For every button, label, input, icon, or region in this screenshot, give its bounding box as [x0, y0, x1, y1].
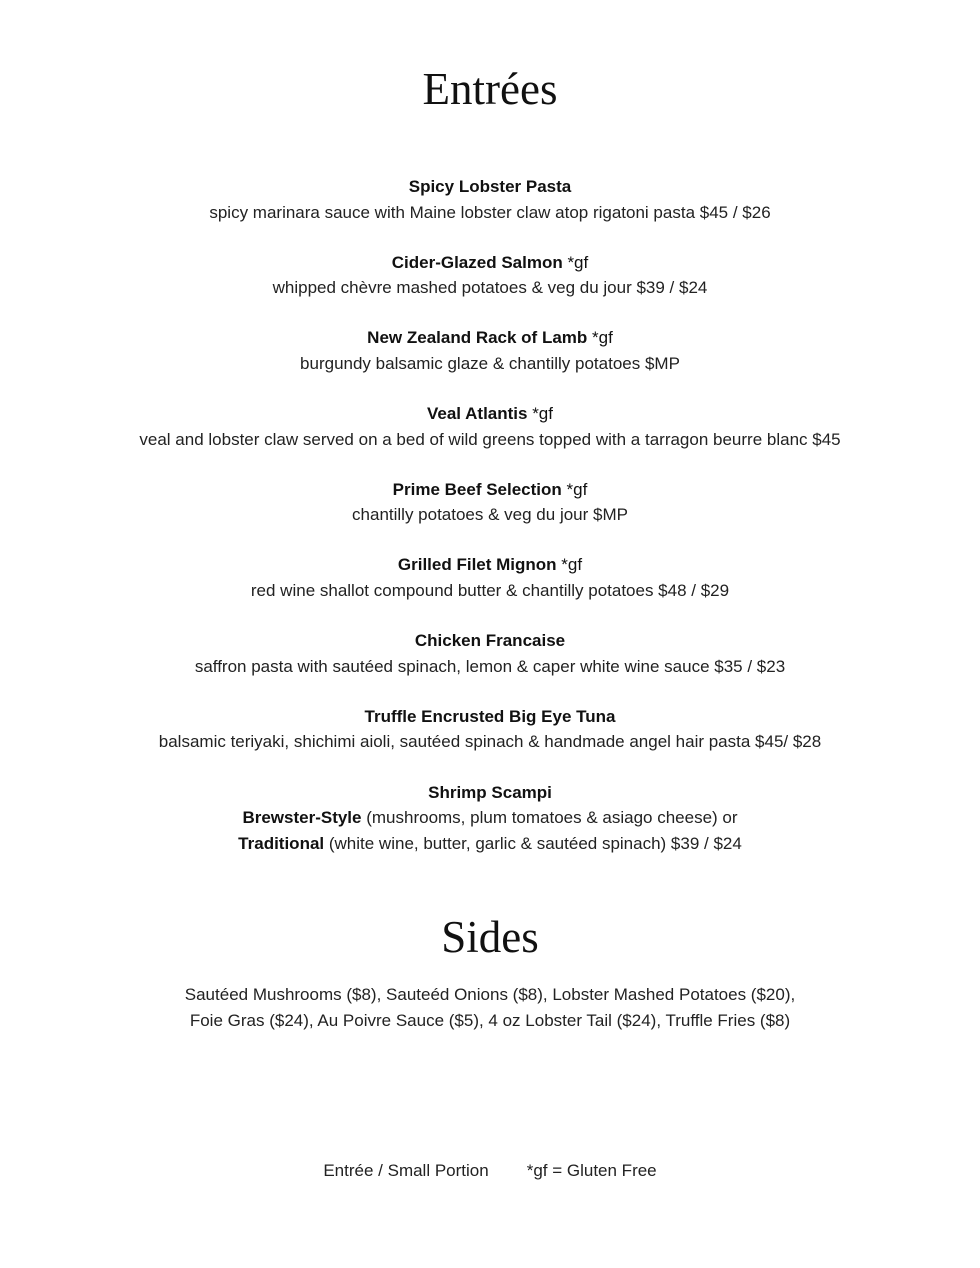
gluten-free-tag: *gf: [556, 555, 583, 575]
menu-item-shrimp-scampi: [40, 780, 940, 857]
gluten-free-tag: *gf: [587, 328, 613, 348]
item-description: burgundy balsamic glaze & chantilly potatoes $MP: [300, 353, 680, 373]
scampi-option-name: Brewster-Style: [242, 808, 362, 827]
menu-item: [40, 552, 940, 628]
item-name: Prime Beef Selection: [392, 479, 562, 499]
sides-title: Sides: [441, 912, 539, 962]
entrees-list: [40, 174, 940, 856]
gluten-free-note: *gf = Gluten Free: [526, 1161, 657, 1180]
menu-item: [40, 250, 940, 326]
item-name: Grilled Filet Mignon: [397, 555, 557, 575]
item-description: spicy marinara sauce with Maine lobster claw atop rigatoni pasta $45 / $26: [209, 202, 771, 222]
item-description: red wine shallot compound butter & chantilly potatoes $48 / $29: [250, 580, 730, 600]
gluten-free-tag: *gf: [561, 479, 588, 499]
menu-item: [40, 401, 940, 477]
scampi-option-description: (mushrooms, plum tomatoes & asiago cheese) or: [361, 808, 738, 827]
portion-note: Entrée / Small Portion: [323, 1161, 489, 1180]
menu-item: [40, 704, 940, 780]
item-name: New Zealand Rack of Lamb: [367, 328, 588, 348]
item-name: Truffle Encrusted Big Eye Tuna: [364, 706, 616, 726]
menu-footer: [0, 1158, 980, 1183]
gluten-free-tag: *gf: [562, 252, 589, 272]
item-name: Veal Atlantis: [427, 404, 528, 424]
menu-item: [40, 628, 940, 704]
menu-item: [40, 477, 940, 553]
item-description: chantilly potatoes & veg du jour $MP: [352, 505, 628, 525]
scampi-option-name: Traditional: [238, 833, 325, 853]
item-description: whipped chèvre mashed potatoes & veg du jour $39 / $24: [272, 278, 708, 298]
item-name: Cider-Glazed Salmon: [391, 252, 563, 272]
sides-line: Sautéed Mushrooms ($8), Sauteéd Onions ($8), Lobster Mashed Potatoes ($20),: [184, 985, 796, 1004]
gluten-free-tag: *gf: [527, 404, 553, 424]
item-description: balsamic teriyaki, shichimi aioli, sautéed spinach & handmade angel hair pasta $45/ $28: [158, 732, 822, 752]
item-description: veal and lobster claw served on a bed of wild greens topped with a tarragon beurre blanc $45: [139, 429, 841, 449]
item-name: Chicken Francaise: [414, 631, 566, 651]
menu-item: [40, 325, 940, 401]
scampi-option-description: (white wine, butter, garlic & sautéed spinach) $39 / $24: [324, 833, 742, 853]
item-name: Spicy Lobster Pasta: [408, 177, 572, 196]
menu-item: [40, 174, 940, 250]
sides-line: Foie Gras ($24), Au Poivre Sauce ($5), 4 oz Lobster Tail ($24), Truffle Fries ($8): [189, 1010, 791, 1030]
sides-list: [40, 982, 940, 1033]
entrees-title: Entrées: [422, 64, 558, 114]
item-description: saffron pasta with sautéed spinach, lemon & caper white wine sauce $35 / $23: [194, 656, 786, 676]
item-name: Shrimp Scampi: [428, 782, 552, 802]
